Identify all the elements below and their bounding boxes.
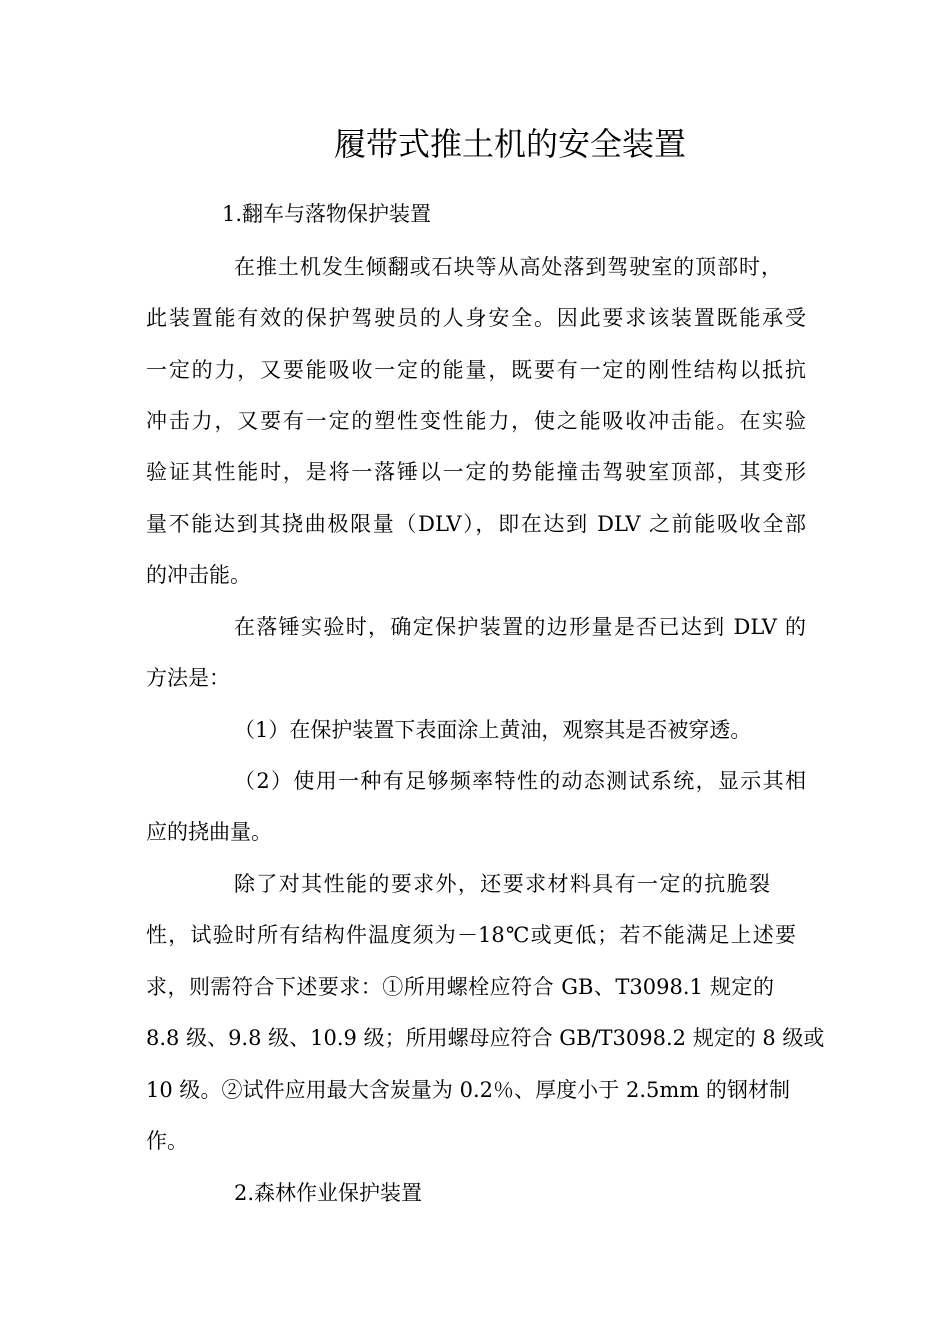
paragraph-1-line-4: 冲击力，又要有一定的塑性变性能力，使之能吸收冲击能。在实验 [146, 409, 806, 433]
paragraph-1-line-1: 在推土机发生倾翻或石块等从高处落到驾驶室的顶部时， [234, 255, 782, 279]
paragraph-1-line-3: 一定的力，又要能吸收一定的能量，既要有一定的刚性结构以抵抗 [146, 358, 806, 382]
document-title: 履带式推土机的安全装置 [333, 125, 686, 163]
paragraph-4-line-1: （2）使用一种有足够频率特性的动态测试系统，显示其相 [234, 769, 806, 793]
paragraph-5-line-6: 作。 [146, 1129, 188, 1153]
section-heading-2: 2.森林作业保护装置 [234, 1181, 423, 1205]
paragraph-5-line-5: 10 级。②试件应用最大含炭量为 0.2％、厚度小于 2.5mm 的钢材制 [146, 1078, 790, 1102]
paragraph-2-line-2: 方法是： [146, 666, 230, 690]
paragraph-5-line-3: 求，则需符合下述要求：①所用螺栓应符合 GB、T3098.1 规定的 [146, 975, 774, 999]
paragraph-4-line-2: 应的挠曲量。 [146, 820, 272, 844]
paragraph-1-line-2: 此装置能有效的保护驾驶员的人身安全。因此要求该装置既能承受 [146, 306, 806, 330]
section-heading-1: 1.翻车与落物保护装置 [222, 202, 432, 226]
paragraph-1-line-6: 量不能达到其挠曲极限量（DLV），即在达到 DLV 之前能吸收全部 [146, 512, 806, 536]
paragraph-3-line-1: （1）在保护装置下表面涂上黄油，观察其是否被穿透。 [234, 718, 752, 742]
paragraph-5-line-4: 8.8 级、9.8 级、10.9 级；所用螺母应符合 GB/T3098.2 规定的 8 级或 [146, 1026, 825, 1050]
paragraph-1-line-7: 的冲击能。 [146, 563, 251, 587]
paragraph-1-line-5: 验证其性能时，是将一落锤以一定的势能撞击驾驶室顶部，其变形 [146, 460, 806, 484]
paragraph-2-line-1: 在落锤实验时，确定保护装置的边形量是否已达到 DLV 的 [234, 615, 806, 639]
paragraph-5-line-2: 性，试验时所有结构件温度须为－18℃或更低；若不能满足上述要 [146, 923, 796, 947]
paragraph-5-line-1: 除了对其性能的要求外，还要求材料具有一定的抗脆裂 [234, 872, 770, 896]
